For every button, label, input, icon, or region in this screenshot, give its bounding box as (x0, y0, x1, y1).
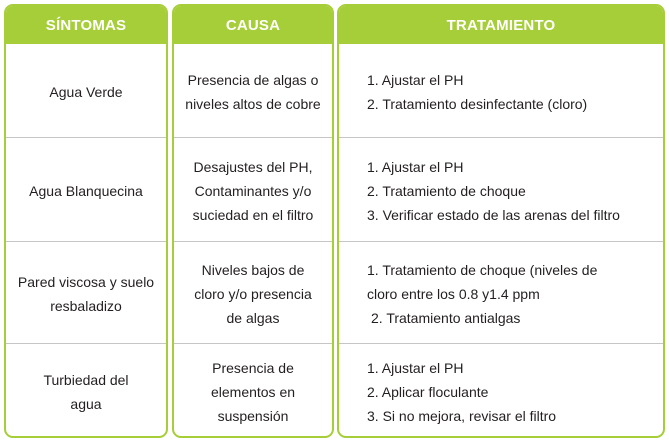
sintoma-cell (6, 345, 166, 438)
sintomas-header: SÍNTOMAS (6, 6, 166, 44)
tratamiento-step: 3. Verificar estado de las arenas del filtro (367, 206, 620, 223)
row-divider (339, 137, 663, 138)
sintoma-text: Turbiedad del (43, 371, 129, 388)
causa-cell (174, 243, 332, 344)
tratamiento-cell (339, 243, 663, 344)
sintoma-text: Pared viscosa y suelo (17, 273, 155, 290)
causa-column (172, 4, 334, 438)
tratamiento-step: 1. Ajustar el PH (367, 158, 464, 175)
tratamiento-step: 3. Si no mejora, revisar el filtro (367, 407, 557, 424)
causa-text: elementos en (210, 383, 296, 400)
tratamiento-step: 2. Tratamiento desinfectante (cloro) (367, 95, 588, 112)
tratamiento-step: 2. Aplicar floculante (367, 383, 489, 400)
sintoma-cell (6, 139, 166, 242)
causa-text: Desajustes del PH, (193, 158, 313, 175)
row-divider (339, 241, 663, 242)
causa-header: CAUSA (174, 6, 332, 44)
sintoma-text: Agua Blanquecina (29, 182, 143, 199)
causa-text: Contaminantes y/o (194, 182, 312, 199)
sintoma-text: agua (70, 395, 102, 412)
tratamiento-column (337, 4, 665, 438)
tratamiento-header: TRATAMIENTO (339, 6, 663, 44)
causa-text: suspensión (217, 407, 289, 424)
row-divider (6, 137, 166, 138)
tratamiento-step: 1. Tratamiento de choque (niveles de (367, 261, 598, 278)
row-divider (6, 241, 166, 242)
causa-text: cloro y/o presencia (194, 285, 312, 302)
causa-cell (174, 345, 332, 438)
sintoma-cell (6, 45, 166, 138)
tratamiento-step: 1. Ajustar el PH (367, 71, 464, 88)
tratamiento-step: cloro entre los 0.8 y1.4 ppm (367, 285, 540, 302)
tratamiento-cell (339, 345, 663, 438)
sintoma-text: resbaladizo (50, 297, 122, 314)
row-divider (174, 137, 332, 138)
causa-text: Presencia de algas o (187, 71, 319, 88)
tratamiento-cell (339, 139, 663, 242)
causa-cell (174, 45, 332, 138)
sintomas-column (4, 4, 168, 438)
row-divider (174, 343, 332, 344)
tratamiento-cell (339, 45, 663, 138)
causa-text: suciedad en el filtro (192, 206, 314, 223)
row-divider (174, 241, 332, 242)
sintoma-text: Agua Verde (49, 83, 123, 100)
causa-text: de algas (226, 309, 280, 326)
causa-cell (174, 139, 332, 242)
causa-text: niveles altos de cobre (185, 95, 321, 112)
tratamiento-step: 2. Tratamiento de choque (367, 182, 526, 199)
sintoma-cell (6, 243, 166, 344)
tratamiento-step: 2. Tratamiento antialgas (371, 309, 521, 326)
row-divider (339, 343, 663, 344)
causa-text: Presencia de (212, 359, 294, 376)
tratamiento-step: 1. Ajustar el PH (367, 359, 464, 376)
row-divider (6, 343, 166, 344)
causa-text: Niveles bajos de (201, 261, 305, 278)
